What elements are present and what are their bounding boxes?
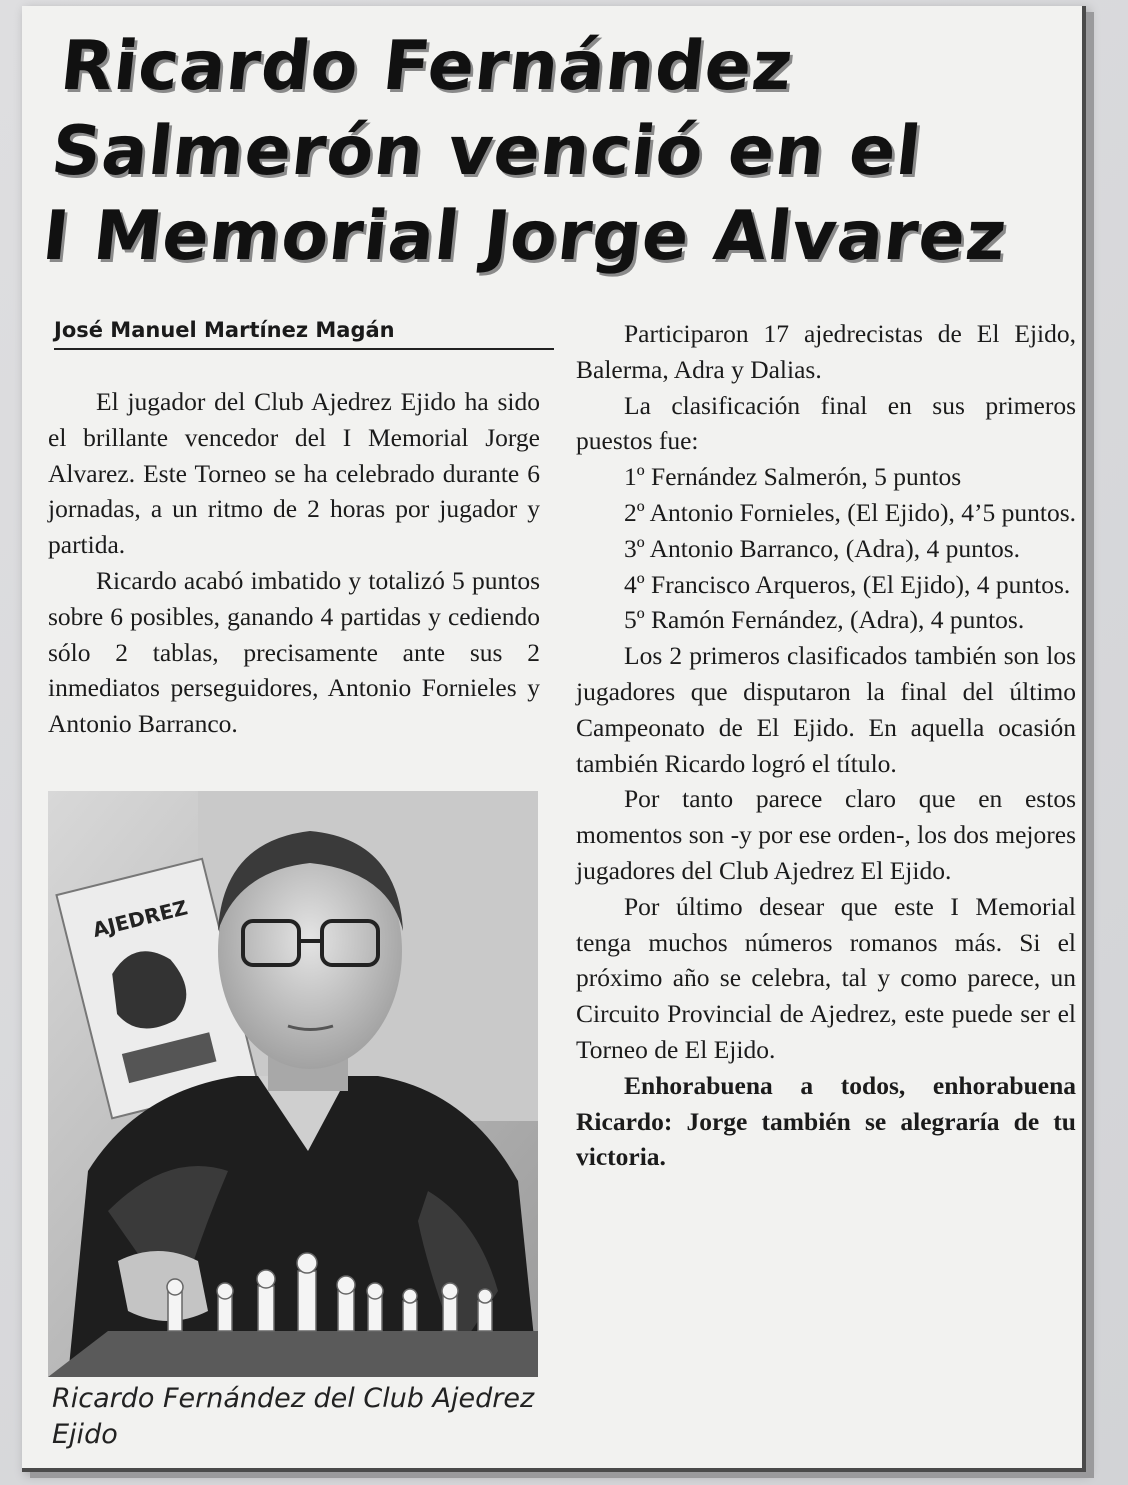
paragraph: Participaron 17 ajedrecistas de El Ejido, Balerma, Adra y Dalias. xyxy=(576,319,1076,384)
portrait-photo xyxy=(48,791,538,1377)
headline-line-1: Ricardo Fernández xyxy=(56,27,797,106)
ranking-item: 5º Ramón Fernández, (Adra), 4 puntos. xyxy=(624,605,1025,635)
paragraph: Los 2 primeros clasificados también son los jugadores que disputaron la final del último Campeonato de El Ejido. En aquella ocasión también Ricardo logró el título. xyxy=(576,641,1076,778)
photo-illustration xyxy=(48,791,538,1377)
right-column xyxy=(576,316,1076,1175)
ranking-item: 1º Fernández Salmerón, 5 puntos xyxy=(624,462,962,492)
ranking-item: 3º Antonio Barranco, (Adra), 4 puntos. xyxy=(624,533,1020,563)
headline-line-2: Salmerón venció en el xyxy=(47,112,926,191)
paragraph: El jugador del Club Ajedrez Ejido ha sido el brillante vencedor del I Memorial Jorge Alvarez. Este Torneo se ha celebrado durante 6 jornadas, a un ritmo de 2 horas por jugador y partida. xyxy=(48,387,540,560)
paragraph: La clasificación final en sus primeros puestos fue: xyxy=(576,390,1076,456)
byline: José Manuel Martínez Magán xyxy=(54,318,554,350)
paragraph: Por último desear que este I Memorial tenga muchos números romanos más. Si el próximo año se celebra, tal y como parece, un Circuito Provincial de Ajedrez, este puede ser el Torneo de El Ejido. xyxy=(576,891,1076,1064)
headline xyxy=(39,24,1066,279)
poster-text: AJEDREZ xyxy=(90,895,190,942)
ranking-item: 4º Francisco Arqueros, (El Ejido), 4 puntos. xyxy=(624,569,1071,599)
photo-caption: Ricardo Fernández del Club Ajedrez Ejido xyxy=(52,1383,535,1450)
ranking-item: 2º Antonio Fornieles, (El Ejido), 4’5 puntos. xyxy=(624,497,1077,527)
left-column xyxy=(48,384,540,742)
newspaper-clipping xyxy=(22,6,1086,1472)
headline-line-3: I Memorial Jorge Alvarez xyxy=(38,197,1011,276)
paragraph: Ricardo acabó imbatido y totalizó 5 puntos sobre 6 posibles, ganando 4 partidas y cediendo sólo 2 tablas, precisamente ante sus 2 inmediatos perseguidores, Antonio Fornieles y Antonio Barranco. xyxy=(48,565,540,739)
paragraph: Por tanto parece claro que en estos momentos son -y por ese orden-, los dos mejores jugadores del Club Ajedrez El Ejido. xyxy=(576,784,1076,885)
closing-paragraph: Enhorabuena a todos, enhorabuena Ricardo: Jorge también se alegraría de tu victoria. xyxy=(576,1070,1076,1172)
